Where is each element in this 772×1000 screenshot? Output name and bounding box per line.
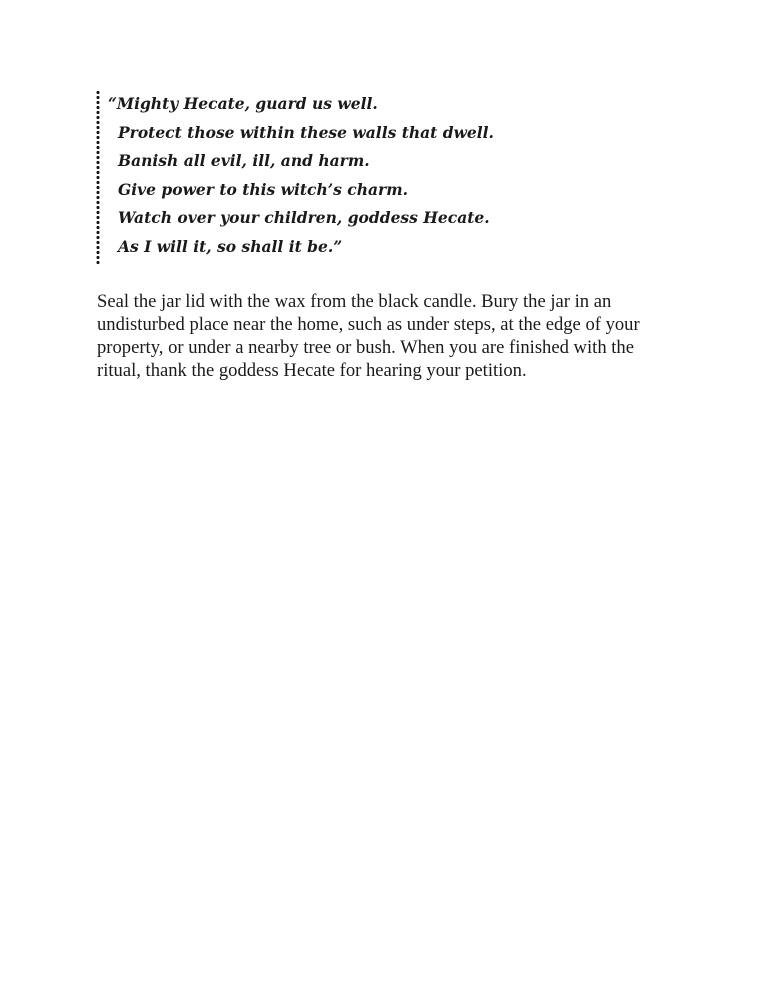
- verse-line: Give power to this witch’s charm.: [118, 179, 408, 199]
- incantation-block: [96, 90, 516, 266]
- verse-line: Protect those within these walls that dwell.: [118, 122, 494, 142]
- body-paragraph: Seal the jar lid with the wax from the black candle. Bury the jar in an undisturbed place near the home, such as under steps, at the edge of your property, or under a nearby tree or bush. When you are finished with the ritual, thank the goddess Hecate for hearing your petition.: [97, 291, 640, 381]
- verse-line: As I will it, so shall it be.”: [118, 236, 343, 256]
- verse-line: Watch over your children, goddess Hecate.: [118, 208, 490, 227]
- dotted-rule-divider: [96, 90, 100, 266]
- verse-line: “Mighty Hecate, guard us well.: [108, 94, 378, 113]
- incantation-verse: [108, 90, 494, 261]
- verse-line: Banish all evil, ill, and harm.: [118, 151, 370, 170]
